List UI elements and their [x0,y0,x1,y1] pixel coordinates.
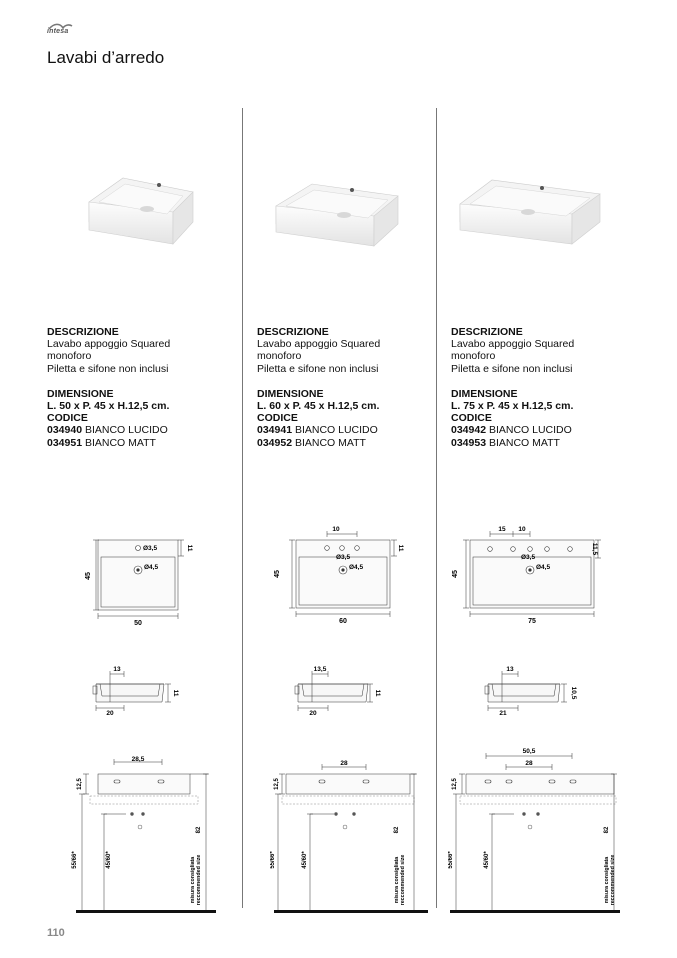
code-row [451,424,636,436]
description-line: Lavabo appoggio Squared [257,338,381,351]
tap-hole-label: Ø3,5 [521,554,536,561]
install-spacing-label: 28,5 [131,756,145,763]
code-heading: CODICE [451,412,492,425]
install-height-2-label: 45/60* [106,851,112,869]
installation-drawing-50 [66,752,216,917]
drain-hole-label: Ø4,5 [536,564,551,571]
tap-hole-label: Ø3,5 [143,545,158,552]
page-title: Lavabi d’arredo [47,48,165,67]
dim-width-label: 75 [528,618,536,625]
dim-depth-label: 45 [85,572,92,580]
recommended-note-it: misura consigliata [190,856,196,904]
dim-width-label: 50 [134,620,142,627]
drain-hole-label: Ø4,5 [144,564,159,571]
product-info-75 [451,326,636,449]
install-height-3-label: 82 [196,826,202,834]
dim-hole-spacing-label: 10 [332,526,340,533]
installation-drawing-60 [270,752,428,917]
install-spacing-outer-label: 50,5 [522,748,536,755]
install-height-1-label: 55/66* [72,851,78,869]
dim-tap-offset-label: 11,5 [591,542,598,556]
recommended-note-en: reccommended size [400,854,406,906]
install-spacing-label: 28 [340,760,348,767]
dim-tap-offset-label: 11 [397,544,404,552]
column-separator [242,108,243,908]
product-finish: BIANCO LUCIDO [486,424,572,437]
column-separator [436,108,437,908]
dim-depth-label: 45 [274,570,281,578]
dimension-heading: DIMENSIONE [47,387,114,400]
top-view-drawing-75 [450,522,605,632]
code-heading: CODICE [257,412,298,425]
side-dim-a-label: 13 [506,666,514,673]
description-line: Lavabo appoggio Squared [47,338,171,351]
product-finish: BIANCO LUCIDO [292,424,378,437]
recommended-note-en: reccommended size [610,854,616,906]
install-height-2-label: 45/60* [302,851,308,869]
code-heading: CODICE [47,412,88,425]
code-row [47,424,232,436]
recommended-note-it: misura consigliata [394,856,400,904]
side-dim-b-label: 21 [499,710,507,717]
dim-hole-spacing-label: 10 [518,526,526,533]
description-line: Piletta e sifone non inclusi [47,362,169,375]
side-height-label: 11 [374,689,381,697]
brand-logo-text: intesa [47,28,69,35]
product-code: 034952 [257,436,293,449]
product-image-60 [272,180,402,252]
description-heading: DESCRIZIONE [257,326,329,338]
install-height-1-label: 55/66* [448,851,454,869]
top-view-drawing-60 [270,522,405,632]
dimension-value: L. 75 x P. 45 x H.12,5 cm. [451,400,574,413]
side-dim-a-label: 13,5 [313,666,327,673]
description-line: Lavabo appoggio Squared [451,338,575,351]
product-code: 034942 [451,424,487,437]
recommended-note-it: misura consigliata [604,856,610,904]
side-section-drawing-60 [290,662,390,718]
install-thickness-label: 12,5 [452,778,458,790]
drain-hole-label: Ø4,5 [349,564,364,571]
description-heading: DESCRIZIONE [47,326,119,338]
description-line: Piletta e sifone non inclusi [257,362,379,375]
install-height-3-label: 82 [604,826,610,834]
product-code: 034953 [451,436,487,449]
product-code: 034951 [47,436,83,449]
dimension-heading: DIMENSIONE [257,387,324,400]
product-image-75 [456,176,604,250]
installation-drawing-75 [448,742,620,917]
install-thickness-label: 12,5 [77,778,83,790]
product-finish: BIANCO MATT [292,436,366,449]
side-section-drawing-75 [480,662,585,718]
side-dim-a-label: 13 [113,666,121,673]
description-line: monoforo [451,350,496,363]
product-code: 034940 [47,424,83,437]
recommended-note-en: reccommended size [196,854,202,906]
dim-hole-spacing-label: 15 [498,526,506,533]
code-row [257,424,442,436]
description-heading: DESCRIZIONE [451,326,523,338]
install-height-1-label: 55/66* [270,851,276,869]
side-dim-b-label: 20 [106,710,114,717]
description-line: Piletta e sifone non inclusi [451,362,573,375]
install-spacing-label: 28 [525,760,533,767]
dim-width-label: 60 [339,618,347,625]
page-number: 110 [47,927,65,939]
product-finish: BIANCO MATT [486,436,560,449]
dim-depth-label: 45 [452,570,459,578]
product-finish: BIANCO LUCIDO [82,424,168,437]
dim-tap-offset-label: 11 [186,544,193,552]
side-height-label: 10,5 [570,686,577,700]
side-dim-b-label: 20 [309,710,317,717]
tap-hole-label: Ø3,5 [336,554,351,561]
product-code: 034941 [257,424,293,437]
description-line: monoforo [257,350,302,363]
dimension-heading: DIMENSIONE [451,387,518,400]
install-thickness-label: 12,5 [274,778,280,790]
top-view-drawing-50 [70,532,195,632]
product-image-50 [85,172,197,247]
side-height-label: 11 [172,689,179,697]
product-info-50 [47,326,232,449]
product-info-60 [257,326,442,449]
install-height-2-label: 45/60* [484,851,490,869]
code-row [257,437,442,449]
install-height-3-label: 82 [394,826,400,834]
code-row [47,437,232,449]
side-section-drawing-50 [88,662,188,718]
description-line: monoforo [47,350,92,363]
product-finish: BIANCO MATT [82,436,156,449]
dimension-value: L. 60 x P. 45 x H.12,5 cm. [257,400,380,413]
dimension-value: L. 50 x P. 45 x H.12,5 cm. [47,400,170,413]
code-row [451,437,636,449]
